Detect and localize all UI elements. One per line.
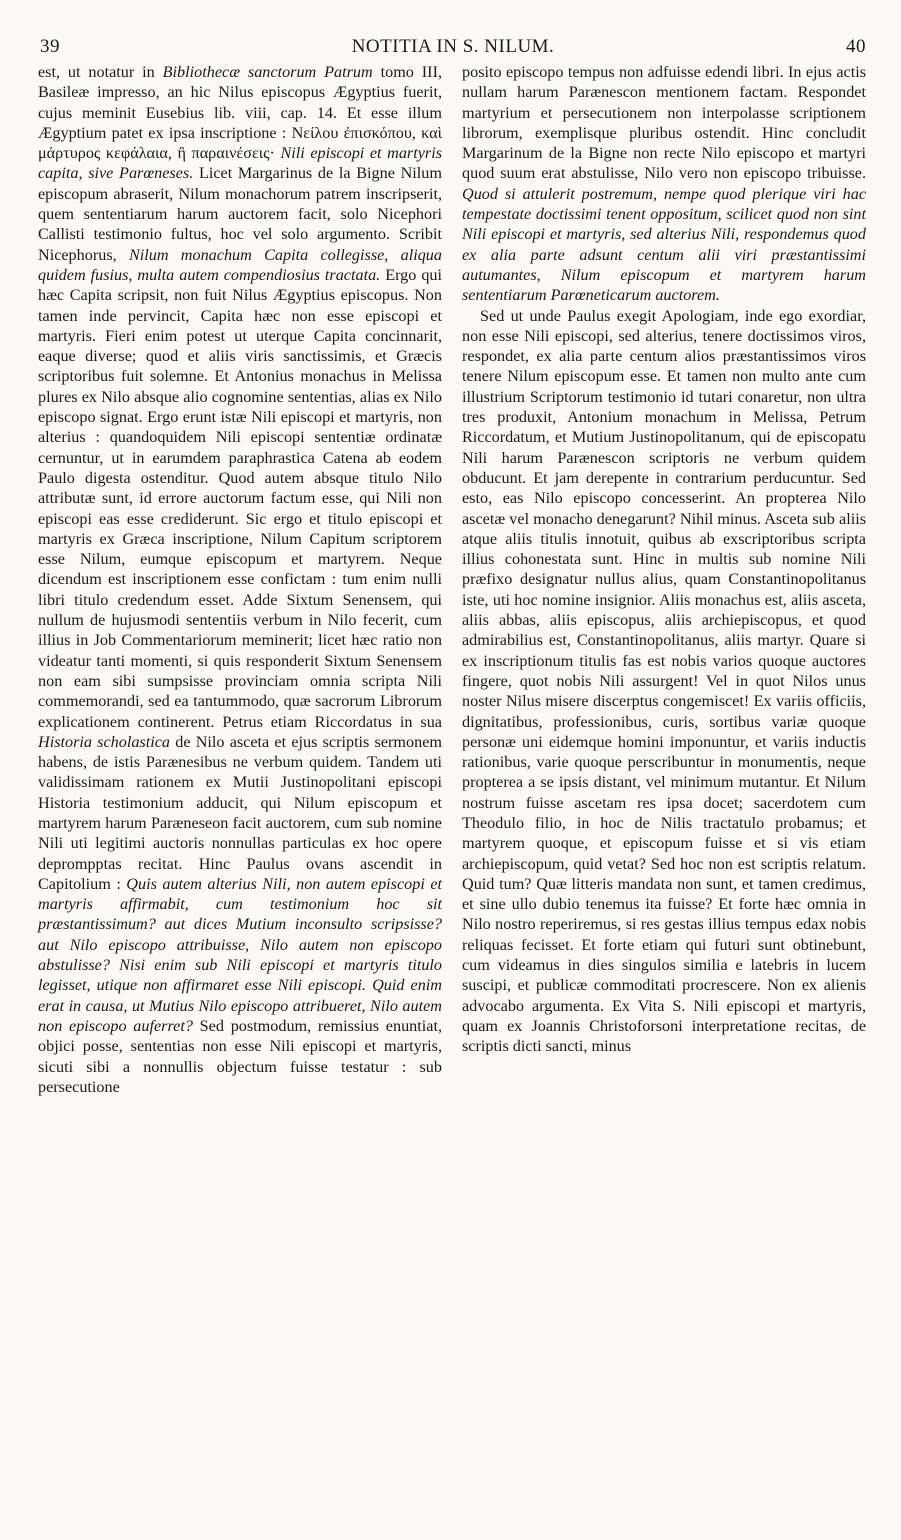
text-run: tomo III, Basileæ impresso, an hic Nilus episcopus Ægyptius fuerit, cujus meminit Eusebius lib. viii, cap. 14. Et esse illum Ægyptium patet ex ipsa inscriptione : Νείλου ἐπισκόπου, καὶ μάρτυρος κεφάλαια, ἢ παραινέσεις· <box>38 63 443 163</box>
text-run: Sed postmodum, remissius enuntiat, objici posse, sententias non esse Nili episcopi et martyris, sicuti sibi a nonnullis objectum fuisse testatur : sub persecutione <box>38 1016 442 1096</box>
text-run: Licet Margarinus de la Bigne Nilum episcopum abraserit, Nilum monachorum patrem inscripserit, quem sententiarum harum auctorem facit, solo Nicephori Callisti testimonio fultus, hoc vel solo argumento. Scribit Nicephorus, <box>38 164 442 264</box>
page-header <box>40 36 866 62</box>
page-number-left: 39 <box>40 36 60 57</box>
paragraph <box>38 62 442 1097</box>
text-run: posito episcopo tempus non adfuisse edendi libri. In ejus actis nullam harum Parænescon mentionem factam. Respondet martyrium et persecutionem non interpolasse scriptionem librorum, exemplisque pluribus ostendit. Hinc concludit Margarinum de la Bigne non recte Nilo episcopo et martyri quod suum erat abstulisse, Nilo vero non episcopo tribuisse. <box>462 63 866 183</box>
page-number-right: 40 <box>846 36 866 57</box>
italic-text: Quod si attulerit postremum, nempe quod plerique viri hac tempestate doctissimi tenent oppositum, scilicet quod non sint Nili episcopi et martyris, sed alterius Nili, respondemus quod ex alia parte adsunt centum alii viri præstantissimi autumantes, Nilum episcopum et martyrem harum sententiarum Parœneticarum auctorem. <box>462 184 866 305</box>
italic-text: Quis autem alterius Nili, non autem episcopi et martyris affirmabit, cum testimonium hoc sit præstantissimum? aut dices Mutium inconsulto scripsisse? aut Nilo episcopo attribuisse, Nilo autem non episcopo abstulisse? Nisi enim sub Nili episcopi et martyris titulo legisset, utique non affirmaret esse Nili episcopi. Quid enim erat in causa, ut Mutius Nilo episcopo attribueret, Nilo autem non episcopo auferret? <box>38 874 442 1035</box>
italic-text: Historia scholastica <box>38 732 171 751</box>
italic-text: Nili episcopi et martyris capita, sive Parœneses. <box>38 144 442 183</box>
text-run: Ergo qui hæc Capita scripsit, non fuit Nilus Ægyptius episcopus. Non tamen inde pervincit, Capita hæc non esse episcopi et martyris. Fieri enim potest ut uterque Capita concinnarit, eaque diverse; quod et aliis viris sanctissimis, et Græcis scriptoribus fuit solemne. Et Antonius monachus in Melissa plures ex Nilo absque alio cognomine sententias, alias ex Nilo episcopo signat. Ergo erunt istæ Nili episcopi et martyris, non alterius : quandoquidem Nili episcopi sententiæ ordinatæ cernuntur, ut in earumdem paraphrastica Catena ab eodem Paulo digesta ostenditur. Quod autem absque titulo Nilo attributæ sunt, id errore auctorum factum esse, qui Nili non episcopi eas esse crediderunt. Sic ergo et titulo episcopi et martyris ex Græca inscriptione, Nilum Capitum scriptorem esse Nilum, eumque episcopum et martyrem. Neque dicendum est inscriptionem esse confictam : tum enim nulli libri titulo credendum esset. Adde Sixtum Senensem, qui nullum de hujusmodi sententiis verbum in Nilo fecerit, cum illius in Job Commentariorum meminerit; licet hæc ratio non videatur tanti momenti, si quis responderit Sixtum Senensem non eam sibi sumpsisse provinciam omnia scripta Nili commemorandi, sed ea tantummodo, quæ sacrorum Librorum explicationem continerent. Petrus etiam Riccordatus in sua <box>38 265 443 731</box>
text-run: de Nilo asceta et ejus scriptis sermonem habens, de istis Parænesibus ne verbum quidem. Tandem uti validissimam rationem ex Mutii Justinopolitani episcopi Historia testimonium adducit, qui Nilum episcopum et martyrem harum Paræneseon facit auctorem, cum sub nomine Nili uti legitimi auctoris nonnullas particulas ex hoc opere deprompptas recitat. Hinc Paulus ovans ascendit in Capitolium : <box>38 732 442 893</box>
left-column <box>38 62 442 1097</box>
text-run: Sed ut unde Paulus exegit Apologiam, inde ego exordiar, non esse Nili episcopi, sed alterius, tenere doctissimos viros, respondet, ex alia parte centum alios præstantissimos viros tenere Nilum episcopum esse. Et tamen non multo ante cum illustrium Scriptorum testimonio id tutari conaretur, non ultra tres produxit, Antonium monachum in Melissa, Petrum Riccordatum, et Mutium Justinopolitanum, qui de episcopatu Nili harum Parænescon scriptoris ne verbum quidem obducunt. Et jam derepente in contrarium perducuntur. Sed esto, eas Nilo episcopo concesserint. An propterea Nilo ascetæ vel monacho denegarunt? Nihil minus. Asceta sub aliis atque aliis titulis innotuit, quibus ab exscriptoribus scripta illius cohonestata sunt. Hinc in multis sub nomine Nili præfixo designatur nullus alius, quam Constantinopolitanus iste, uti hoc nomine insignior. Aliis monachus est, aliis asceta, aliis abbas, aliis episcopus, aliis archiepiscopus, et quod admirabilius est, Constantinopolitanus, aliis martyr. Quare si ex inscriptionum titulis fas est nobis varios quoque auctores fingere, quot nobis Nili assurgent! Vel in quot Nilos unus noster Nilus misere discerptus congemiscet! Ex variis officiis, dignitatibus, professionibus, curis, sortibus variæ quoque personæ uni eidemque homini imponuntur, et variis inductis rationibus, varie quoque perscribuntur in monumentis, neque propterea a se ipsis distant, vel minimum mutantur. Et Nilum nostrum fuisse ascetam res ipsa docet; sacerdotem cum Theodulo filio, in hoc de Nilis tractatulo probamus; et martyrem quoque, et episcopum fuisse et si vis etiam archiepiscopum, quid vetat? Sed hoc non est scriptis relatum. Quid tum? Quæ litteris mandata non sunt, et tamen credimus, et sine ullo dubio tenemus ita fuisse? Et forte hæc omnia in Nilo nostro reperiremus, si res gestas illius tempus edax nobis reliquas fecisset. Et forte etiam qui futuri sunt obtinebunt, cum videamus in dies singulos similia e latebris in lucem suscipi, et publicæ commoditati procrescere. Non ex alienis advocabo argumenta. Ex Vita S. Nili episcopi et martyris, quam ex Joannis Christoforsoni interpretatione recitas, de scriptis dicti sancti, minus <box>462 306 866 1056</box>
paragraph <box>462 306 866 1057</box>
paragraph <box>462 62 866 306</box>
italic-text: Nilum monachum Capita collegisse, aliqua quidem fusius, multa autem compendiosius tractata. <box>38 245 442 284</box>
italic-text: Bibliothecæ sanctorum Patrum <box>162 63 373 81</box>
right-column <box>462 62 866 1057</box>
text-run: est, ut notatur in <box>38 63 163 81</box>
running-title: NOTITIA IN S. NILUM. <box>351 36 555 57</box>
